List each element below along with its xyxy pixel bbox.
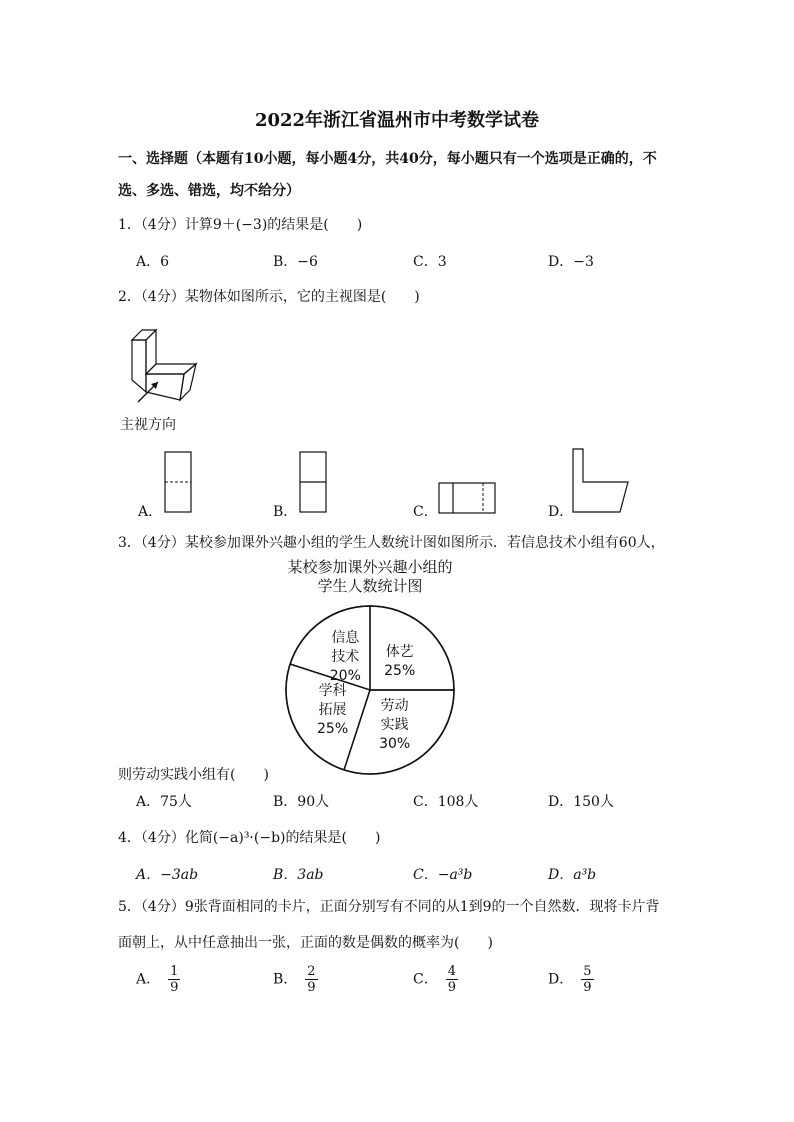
question-2-option-a-view	[162, 449, 194, 515]
question-4-stem: 4．（4分）化简(−a)³·(−b)的结果是( )	[118, 830, 381, 846]
fraction-numerator: 2	[307, 964, 316, 979]
pie-slice-name-label: 实践	[380, 716, 409, 733]
question-5-option-c-letter: C．	[413, 971, 438, 988]
fraction	[581, 964, 593, 995]
question-2-option-a-letter: A．	[138, 504, 163, 520]
chart-title-line2: 学生人数统计图	[317, 577, 423, 595]
question-5-stem-line1: 5．（4分）9张背面相同的卡片，正面分别写有不同的从1到9的一个自然数．现将卡片背	[118, 899, 660, 915]
question-2-option-b-letter: B．	[273, 504, 298, 520]
question-4-option-b: B．3ab	[273, 867, 324, 883]
pie-slice-name-label: 劳动	[380, 697, 409, 714]
fraction-denominator: 9	[583, 980, 592, 995]
question-2-option-c-letter: C．	[413, 504, 438, 520]
question-2-3d-object-figure	[118, 322, 218, 412]
pie-slice-name-label: 信息	[331, 630, 360, 647]
question-5-option-d	[548, 964, 594, 995]
question-2-stem: 2．（4分）某物体如图所示，它的主视图是( )	[118, 289, 420, 305]
question-5-option-b	[273, 964, 318, 995]
pie-slice-name-label: 拓展	[318, 702, 347, 719]
section-heading-line2: 选、多选、错选，均不给分）	[118, 183, 300, 199]
fraction	[305, 964, 317, 995]
question-3-option-d: D．150人	[548, 794, 614, 810]
question-2-option-c-view	[436, 480, 498, 516]
pie-slice-percent-label: 25%	[384, 662, 416, 679]
fraction	[446, 964, 458, 995]
fraction	[168, 964, 180, 995]
section-heading-line1: 一、选择题（本题有10小题，每小题4分，共40分，每小题只有一个选项是正确的，不	[118, 151, 657, 167]
question-4-option-c: C．−a³b	[413, 867, 473, 883]
question-5-option-d-letter: D．	[548, 971, 574, 988]
fraction-numerator: 4	[447, 964, 456, 979]
pie-slice-percent-label: 25%	[317, 721, 349, 738]
question-3-option-a: A．75人	[136, 794, 192, 810]
question-4-option-d: D．a³b	[548, 867, 597, 883]
page-title: 2022年浙江省温州市中考数学试卷	[254, 110, 540, 131]
question-1-stem: 1．（4分）计算9＋(−3)的结果是( )	[118, 217, 363, 233]
question-1-option-c: C．3	[413, 254, 447, 270]
pie-slice-name-label: 学科	[318, 683, 347, 700]
question-3-stem: 3．（4分）某校参加课外兴趣小组的学生人数统计图如图所示．若信息技术小组有60人，	[118, 535, 665, 551]
question-2-option-d-view	[570, 446, 632, 516]
question-4-option-a: A．−3ab	[136, 867, 199, 883]
fraction-numerator: 5	[583, 964, 592, 979]
pie-slice-percent-label: 30%	[379, 735, 411, 752]
question-1-option-d: D．−3	[548, 254, 594, 270]
question-5-option-a	[136, 964, 180, 995]
chart-title-line1: 某校参加课外兴趣小组的	[287, 558, 453, 576]
fraction-denominator: 9	[307, 980, 316, 995]
question-5-option-c	[413, 964, 458, 995]
question-5-option-a-letter: A．	[136, 971, 161, 988]
question-5-stem-line2: 面朝上，从中任意抽出一张，正面的数是偶数的概率为( )	[118, 935, 493, 951]
pie-slice-percent-label: 20%	[329, 668, 361, 685]
question-3-option-b: B．90人	[273, 794, 330, 810]
question-3-stem-end: 则劳动实践小组有( )	[118, 767, 269, 783]
question-1-option-b: B．−6	[273, 254, 318, 270]
pie-chart	[270, 552, 470, 782]
pie-slice-name-label: 技术	[331, 649, 360, 666]
question-5-option-b-letter: B．	[273, 971, 298, 988]
question-2-option-b-view	[297, 449, 329, 515]
view-direction-caption: 主视方向	[120, 417, 176, 433]
question-3-option-c: C．108人	[413, 794, 479, 810]
fraction-denominator: 9	[447, 980, 456, 995]
pie-slice-name-label: 体艺	[385, 643, 414, 660]
question-1-option-a: A．6	[136, 254, 170, 270]
question-2-option-d-letter: D．	[548, 504, 574, 520]
fraction-denominator: 9	[170, 980, 179, 995]
fraction-numerator: 1	[170, 964, 179, 979]
